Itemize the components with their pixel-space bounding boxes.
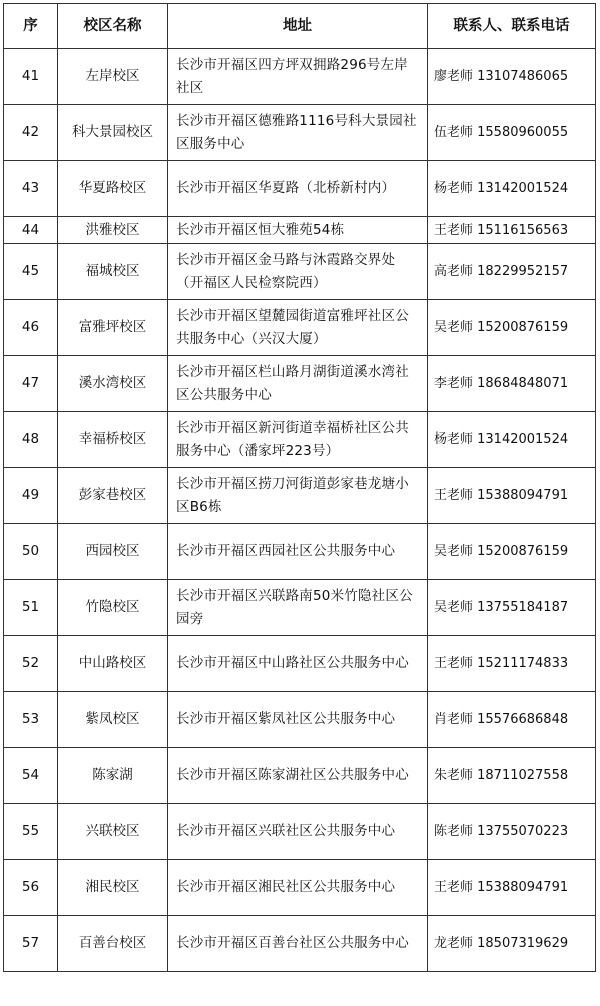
row-name: 溪水湾校区 — [58, 356, 168, 412]
row-name: 陈家湖 — [58, 748, 168, 804]
row-contact: 龙老师 18507319629 — [428, 916, 596, 972]
row-address: 长沙市开福区栏山路月湖街道溪水湾社区公共服务中心 — [168, 356, 428, 412]
row-address: 长沙市开福区望麓园街道富雅坪社区公共服务中心（兴汉大厦） — [168, 300, 428, 356]
row-no: 46 — [4, 300, 58, 356]
row-contact: 吴老师 15200876159 — [428, 524, 596, 580]
row-no: 56 — [4, 860, 58, 916]
row-address: 长沙市开福区金马路与沐霞路交界处（开福区人民检察院西） — [168, 244, 428, 300]
row-address: 长沙市开福区西园社区公共服务中心 — [168, 524, 428, 580]
row-no: 43 — [4, 161, 58, 217]
table-row — [4, 217, 596, 244]
row-address: 长沙市开福区捞刀河街道彭家巷龙塘小区B6栋 — [168, 468, 428, 524]
row-address: 长沙市开福区兴联路南50米竹隐社区公园旁 — [168, 580, 428, 636]
table-row — [4, 860, 596, 916]
row-name: 彭家巷校区 — [58, 468, 168, 524]
row-name: 左岸校区 — [58, 49, 168, 105]
table-row — [4, 748, 596, 804]
table-row — [4, 804, 596, 860]
row-address: 长沙市开福区中山路社区公共服务中心 — [168, 636, 428, 692]
row-no: 41 — [4, 49, 58, 105]
row-contact: 肖老师 15576686848 — [428, 692, 596, 748]
row-address: 长沙市开福区新河街道幸福桥社区公共服务中心（潘家坪223号） — [168, 412, 428, 468]
row-address: 长沙市开福区陈家湖社区公共服务中心 — [168, 748, 428, 804]
row-no: 49 — [4, 468, 58, 524]
row-name: 洪雅校区 — [58, 217, 168, 244]
row-no: 50 — [4, 524, 58, 580]
table-row — [4, 49, 596, 105]
campus-table — [3, 3, 596, 972]
row-contact: 杨老师 13142001524 — [428, 161, 596, 217]
row-name: 竹隐校区 — [58, 580, 168, 636]
row-address: 长沙市开福区德雅路1116号科大景园社区服务中心 — [168, 105, 428, 161]
row-address: 长沙市开福区四方坪双拥路296号左岸社区 — [168, 49, 428, 105]
table-row — [4, 105, 596, 161]
row-contact: 高老师 18229952157 — [428, 244, 596, 300]
row-no: 48 — [4, 412, 58, 468]
row-no: 42 — [4, 105, 58, 161]
table-row — [4, 916, 596, 972]
row-name: 福城校区 — [58, 244, 168, 300]
row-contact: 王老师 15116156563 — [428, 217, 596, 244]
table-row — [4, 580, 596, 636]
row-address: 长沙市开福区百善台社区公共服务中心 — [168, 916, 428, 972]
row-address: 长沙市开福区湘民社区公共服务中心 — [168, 860, 428, 916]
row-no: 47 — [4, 356, 58, 412]
row-contact: 吴老师 15200876159 — [428, 300, 596, 356]
row-contact: 杨老师 13142001524 — [428, 412, 596, 468]
row-name: 兴联校区 — [58, 804, 168, 860]
row-contact: 王老师 15211174833 — [428, 636, 596, 692]
row-no: 57 — [4, 916, 58, 972]
table-row — [4, 524, 596, 580]
table-row — [4, 636, 596, 692]
row-name: 幸福桥校区 — [58, 412, 168, 468]
row-no: 52 — [4, 636, 58, 692]
row-contact: 李老师 18684848071 — [428, 356, 596, 412]
header-name: 校区名称 — [58, 4, 168, 49]
table-row — [4, 692, 596, 748]
row-name: 富雅坪校区 — [58, 300, 168, 356]
table-row — [4, 244, 596, 300]
row-contact: 伍老师 15580960055 — [428, 105, 596, 161]
row-name: 中山路校区 — [58, 636, 168, 692]
table-row — [4, 300, 596, 356]
row-contact: 王老师 15388094791 — [428, 860, 596, 916]
row-address: 长沙市开福区恒大雅苑54栋 — [168, 217, 428, 244]
row-no: 53 — [4, 692, 58, 748]
row-contact: 吴老师 13755184187 — [428, 580, 596, 636]
row-contact: 陈老师 13755070223 — [428, 804, 596, 860]
row-address: 长沙市开福区兴联社区公共服务中心 — [168, 804, 428, 860]
table-row — [4, 468, 596, 524]
header-contact: 联系人、联系电话 — [428, 4, 596, 49]
table-row — [4, 161, 596, 217]
row-address: 长沙市开福区紫凤社区公共服务中心 — [168, 692, 428, 748]
header-address: 地址 — [168, 4, 428, 49]
header-no: 序 — [4, 4, 58, 49]
row-no: 54 — [4, 748, 58, 804]
row-no: 45 — [4, 244, 58, 300]
row-name: 华夏路校区 — [58, 161, 168, 217]
row-no: 55 — [4, 804, 58, 860]
header-row — [4, 4, 596, 49]
row-contact: 朱老师 18711027558 — [428, 748, 596, 804]
row-address: 长沙市开福区华夏路（北桥新村内） — [168, 161, 428, 217]
row-name: 西园校区 — [58, 524, 168, 580]
row-name: 湘民校区 — [58, 860, 168, 916]
table-row — [4, 356, 596, 412]
row-no: 44 — [4, 217, 58, 244]
row-name: 百善台校区 — [58, 916, 168, 972]
row-contact: 廖老师 13107486065 — [428, 49, 596, 105]
row-name: 科大景园校区 — [58, 105, 168, 161]
table-row — [4, 412, 596, 468]
row-name: 紫凤校区 — [58, 692, 168, 748]
row-contact: 王老师 15388094791 — [428, 468, 596, 524]
row-no: 51 — [4, 580, 58, 636]
